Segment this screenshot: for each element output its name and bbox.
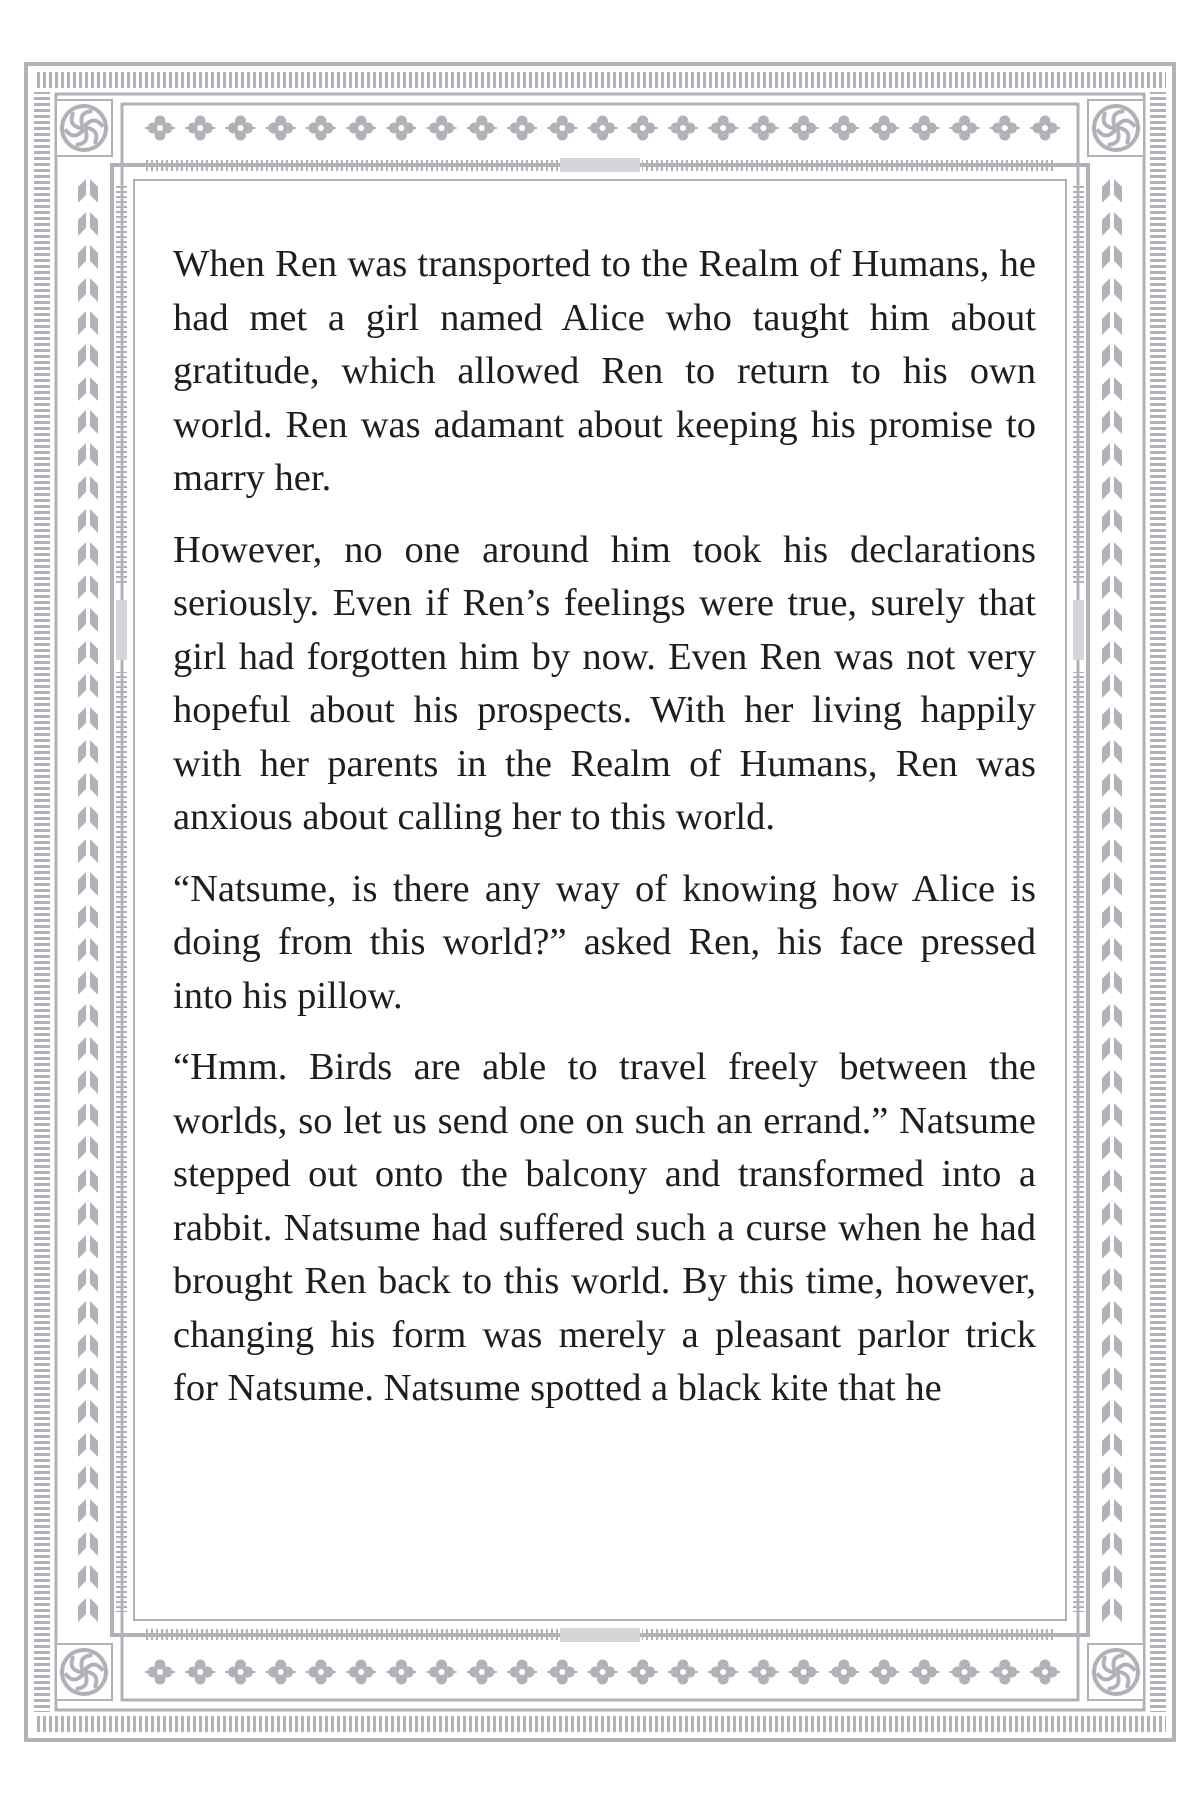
quatrefoil-flower-icon <box>427 116 457 141</box>
feather-chevron-icon <box>1102 1037 1122 1061</box>
quatrefoil-flower-icon <box>990 1660 1020 1685</box>
feather-chevron-icon <box>1102 443 1122 467</box>
quatrefoil-flower-icon <box>789 116 819 141</box>
feather-chevron-icon <box>1102 1235 1122 1259</box>
feather-chevron-icon <box>78 773 98 797</box>
quatrefoil-flower-icon <box>346 116 376 141</box>
feather-chevron-icon <box>1102 1367 1122 1391</box>
quatrefoil-flower-icon <box>668 1660 698 1685</box>
quatrefoil-flower-icon <box>829 1660 859 1685</box>
feather-band-left <box>78 179 98 1622</box>
feather-chevron-icon <box>1102 542 1122 566</box>
feather-chevron-icon <box>78 608 98 632</box>
quatrefoil-flower-icon <box>346 1660 376 1685</box>
feather-chevron-icon <box>78 1037 98 1061</box>
feather-chevron-icon <box>1102 839 1122 863</box>
feather-chevron-icon <box>1102 608 1122 632</box>
quatrefoil-flower-icon <box>225 1660 255 1685</box>
feather-chevron-icon <box>78 278 98 302</box>
quatrefoil-flower-icon <box>990 116 1020 141</box>
quatrefoil-flower-icon <box>427 1660 457 1685</box>
quatrefoil-flower-icon <box>467 1660 497 1685</box>
feather-chevron-icon <box>1102 1466 1122 1490</box>
quatrefoil-flower-icon <box>1030 116 1060 141</box>
feather-chevron-icon <box>1102 179 1122 203</box>
feather-chevron-icon <box>78 1235 98 1259</box>
feather-chevron-icon <box>78 839 98 863</box>
quatrefoil-flower-icon <box>869 1660 899 1685</box>
quatrefoil-flower-icon <box>708 116 738 141</box>
feather-chevron-icon <box>78 476 98 500</box>
feather-chevron-icon <box>1102 806 1122 830</box>
quatrefoil-flower-icon <box>547 1660 577 1685</box>
paragraph: “Natsume, is there any way of knowing how Alice is doing from this world?” asked Ren, his face pressed into his pillow. <box>173 867 1036 1017</box>
quatrefoil-flower-icon <box>386 1660 416 1685</box>
feather-chevron-icon <box>1102 1532 1122 1556</box>
quatrefoil-flower-icon <box>547 116 577 141</box>
feather-chevron-icon <box>1102 1565 1122 1589</box>
quatrefoil-flower-icon <box>386 116 416 141</box>
feather-chevron-icon <box>78 707 98 731</box>
feather-chevron-icon <box>78 1466 98 1490</box>
feather-chevron-icon <box>1102 905 1122 929</box>
quatrefoil-flower-icon <box>950 116 980 141</box>
feather-chevron-icon <box>1102 311 1122 335</box>
feather-chevron-icon <box>78 971 98 995</box>
quatrefoil-flower-icon <box>628 116 658 141</box>
feather-chevron-icon <box>1102 1136 1122 1160</box>
quatrefoil-flower-icon <box>225 116 255 141</box>
feather-chevron-icon <box>1102 1103 1122 1127</box>
feather-chevron-icon <box>78 509 98 533</box>
quatrefoil-flower-icon <box>507 116 537 141</box>
feather-chevron-icon <box>78 1202 98 1226</box>
feather-chevron-icon <box>78 1367 98 1391</box>
feather-chevron-icon <box>78 1103 98 1127</box>
quatrefoil-flower-icon <box>708 1660 738 1685</box>
quatrefoil-flower-icon <box>869 116 899 141</box>
feather-chevron-icon <box>1102 1169 1122 1193</box>
quatrefoil-flower-icon <box>306 1660 336 1685</box>
flower-band-top <box>145 116 1060 141</box>
quatrefoil-flower-icon <box>507 1660 537 1685</box>
feather-chevron-icon <box>1102 1433 1122 1457</box>
feather-chevron-icon <box>1102 1268 1122 1292</box>
feather-chevron-icon <box>78 674 98 698</box>
feather-chevron-icon <box>78 1334 98 1358</box>
quatrefoil-flower-icon <box>185 1660 215 1685</box>
feather-chevron-icon <box>78 1070 98 1094</box>
feather-chevron-icon <box>1102 212 1122 236</box>
feather-chevron-icon <box>78 938 98 962</box>
feather-chevron-icon <box>1102 377 1122 401</box>
quatrefoil-flower-icon <box>185 116 215 141</box>
swirl-rosette-icon <box>56 100 112 156</box>
quatrefoil-flower-icon <box>829 116 859 141</box>
feather-chevron-icon <box>78 1598 98 1622</box>
feather-chevron-icon <box>1102 641 1122 665</box>
feather-chevron-icon <box>1102 1598 1122 1622</box>
feather-chevron-icon <box>78 806 98 830</box>
feather-chevron-icon <box>1102 575 1122 599</box>
feather-chevron-icon <box>1102 1301 1122 1325</box>
quatrefoil-flower-icon <box>145 1660 175 1685</box>
feather-chevron-icon <box>1102 938 1122 962</box>
quatrefoil-flower-icon <box>467 116 497 141</box>
feather-chevron-icon <box>1102 971 1122 995</box>
paragraph: “Hmm. Birds are able to travel freely between the worlds, so let us send one on such an errand.” Natsume stepped out onto the balcony and transformed into a rabbit. Natsume had suffered such a curse when he had brought Ren back to this world. By this time, however, changing his form was merely a pleasant parlor trick for Natsume. Natsume spotted a black kite that he <box>173 1046 1036 1409</box>
feather-chevron-icon <box>1102 278 1122 302</box>
feather-chevron-icon <box>1102 872 1122 896</box>
feather-chevron-icon <box>78 179 98 203</box>
feather-chevron-icon <box>1102 410 1122 434</box>
feather-chevron-icon <box>78 1499 98 1523</box>
feather-chevron-icon <box>78 344 98 368</box>
flower-band-bottom <box>145 1660 1060 1685</box>
feather-chevron-icon <box>1102 1334 1122 1358</box>
quatrefoil-flower-icon <box>789 1660 819 1685</box>
quatrefoil-flower-icon <box>145 116 175 141</box>
quatrefoil-flower-icon <box>588 116 618 141</box>
swirl-rosette-icon <box>1088 100 1144 156</box>
feather-chevron-icon <box>78 1004 98 1028</box>
feather-chevron-icon <box>78 905 98 929</box>
feather-chevron-icon <box>1102 509 1122 533</box>
feather-chevron-icon <box>1102 344 1122 368</box>
quatrefoil-flower-icon <box>1030 1660 1060 1685</box>
feather-chevron-icon <box>1102 1070 1122 1094</box>
feather-chevron-icon <box>78 1136 98 1160</box>
feather-chevron-icon <box>78 1400 98 1424</box>
feather-chevron-icon <box>78 641 98 665</box>
feather-chevron-icon <box>78 410 98 434</box>
feather-chevron-icon <box>78 740 98 764</box>
feather-chevron-icon <box>1102 1202 1122 1226</box>
feather-chevron-icon <box>78 245 98 269</box>
quatrefoil-flower-icon <box>668 116 698 141</box>
quatrefoil-flower-icon <box>628 1660 658 1685</box>
text-panel <box>173 238 1036 1434</box>
quatrefoil-flower-icon <box>306 116 336 141</box>
feather-chevron-icon <box>78 542 98 566</box>
feather-chevron-icon <box>78 1169 98 1193</box>
feather-chevron-icon <box>78 212 98 236</box>
swirl-rosette-icon <box>56 1644 112 1700</box>
feather-chevron-icon <box>1102 674 1122 698</box>
quatrefoil-flower-icon <box>748 1660 778 1685</box>
swirl-rosette-icon <box>1088 1644 1144 1700</box>
feather-band-right <box>1102 179 1122 1622</box>
quatrefoil-flower-icon <box>748 116 778 141</box>
quatrefoil-flower-icon <box>266 116 296 141</box>
feather-chevron-icon <box>78 575 98 599</box>
quatrefoil-flower-icon <box>909 1660 939 1685</box>
feather-chevron-icon <box>78 1565 98 1589</box>
quatrefoil-flower-icon <box>909 116 939 141</box>
feather-chevron-icon <box>1102 476 1122 500</box>
feather-chevron-icon <box>78 1301 98 1325</box>
feather-chevron-icon <box>78 443 98 467</box>
feather-chevron-icon <box>78 377 98 401</box>
feather-chevron-icon <box>78 1433 98 1457</box>
feather-chevron-icon <box>1102 740 1122 764</box>
feather-chevron-icon <box>1102 1499 1122 1523</box>
feather-chevron-icon <box>78 311 98 335</box>
feather-chevron-icon <box>1102 1400 1122 1424</box>
feather-chevron-icon <box>1102 773 1122 797</box>
quatrefoil-flower-icon <box>950 1660 980 1685</box>
quatrefoil-flower-icon <box>266 1660 296 1685</box>
feather-chevron-icon <box>78 1532 98 1556</box>
feather-chevron-icon <box>78 872 98 896</box>
feather-chevron-icon <box>1102 1004 1122 1028</box>
quatrefoil-flower-icon <box>588 1660 618 1685</box>
paragraph: However, no one around him took his declarations seriously. Even if Ren’s feelings were true, surely that girl had forgotten him by now. Even Ren was not very hopeful about his prospects. With her living happily with her parents in the Realm of Humans, Ren was anxious about calling her to this world. <box>173 528 1036 838</box>
feather-chevron-icon <box>78 1268 98 1292</box>
feather-chevron-icon <box>1102 245 1122 269</box>
paragraph: When Ren was transported to the Realm of Humans, he had met a girl named Alice who taught him about gratitude, which allowed Ren to return to his own world. Ren was adamant about keeping his promise to marry her. <box>173 243 1036 499</box>
feather-chevron-icon <box>1102 707 1122 731</box>
